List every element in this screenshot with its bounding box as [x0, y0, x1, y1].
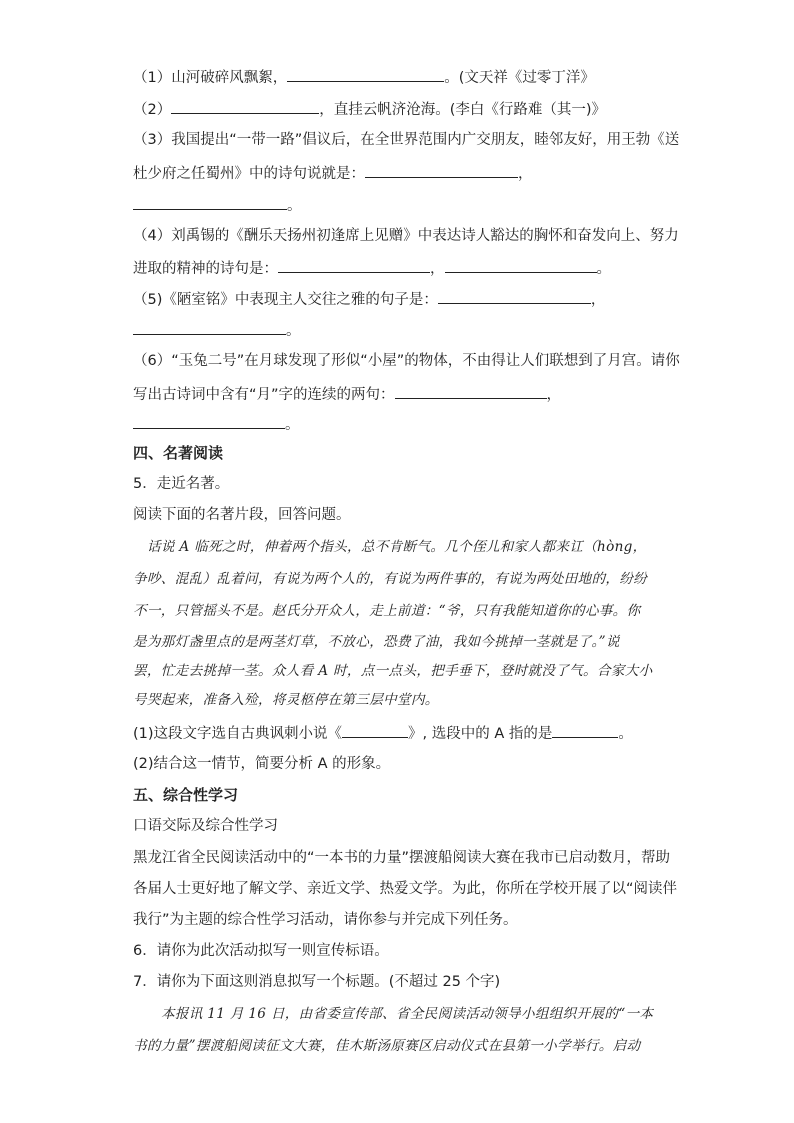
text: 。 — [286, 323, 301, 339]
answer-blank[interactable] — [395, 383, 547, 399]
text: 杜少府之任蜀州》中的诗句说就是： — [133, 166, 365, 182]
text: 。 — [596, 261, 611, 277]
question-7: 7．请你为下面这则消息拟写一个标题。(不超过 25 个字) — [133, 974, 501, 990]
excerpt-line-6: 号哭起来，准备入殓，将灵柩停在第三层中堂内。 — [133, 692, 439, 708]
q4-line-11 — [133, 383, 561, 405]
text: 。 — [285, 417, 300, 433]
answer-blank[interactable] — [171, 98, 319, 114]
excerpt-line-2: 争吵、混乱）乱着问，有说为两个人的，有说为两件事的，有说为两处田地的，纷纷 — [133, 571, 648, 587]
q4-line-8 — [133, 288, 605, 310]
question-6: 6．请你为此次活动拟写一则宣传标语。 — [133, 943, 389, 959]
q4-line-7 — [133, 257, 611, 279]
text: ， — [518, 166, 533, 182]
question-5: 5．走近名著。 — [133, 476, 230, 492]
paragraph-line-2: 各届人士更好地了解文学、亲近文学、热爱文学。为此，你所在学校开展了以“阅读伴 — [133, 881, 678, 897]
text: 》, 选段中的 A 指的是 — [408, 726, 553, 742]
text: （2） — [133, 102, 172, 118]
q4-line-12 — [133, 413, 300, 435]
answer-blank[interactable] — [438, 288, 591, 304]
text: （5)《陋室铭》中表现主人交往之雅的句子是： — [133, 292, 438, 308]
section-5-subtitle: 口语交际及综合性学习 — [133, 818, 278, 834]
excerpt-line-5: 罢，忙走去挑掉一茎。众人看 A 时，点一点头，把手垂下，登时就没了气。合家大小 — [133, 663, 653, 679]
sub-question-1 — [133, 722, 633, 744]
q4-line-10: （6）“玉兔二号”在月球发现了形似“小屋”的物体，不由得让人们联想到了月宫。请你 — [133, 353, 680, 369]
q4-line-1 — [133, 66, 595, 88]
text: ， — [546, 387, 562, 403]
q4-line-4 — [133, 162, 533, 184]
text: 写出古诗词中含有“月”字的连续的两句： — [133, 387, 395, 403]
answer-blank[interactable] — [445, 257, 597, 273]
answer-blank[interactable] — [133, 194, 287, 210]
section-5-heading: 五、综合性学习 — [133, 786, 239, 804]
text: 进取的精神的诗句是： — [133, 261, 278, 277]
answer-blank[interactable] — [133, 413, 285, 429]
reading-instruction: 阅读下面的名著片段，回答问题。 — [133, 507, 351, 523]
section-4-heading: 四、名著阅读 — [133, 444, 224, 462]
answer-blank[interactable] — [342, 722, 408, 738]
q4-line-5 — [133, 194, 302, 216]
q4-line-9 — [133, 319, 301, 341]
text: ，直挂云帆济沧海。(李白《行路难（其一)》 — [319, 102, 607, 118]
text: （1）山河破碎风飘絮， — [133, 70, 288, 86]
text: ， — [590, 292, 606, 308]
answer-blank[interactable] — [133, 319, 286, 335]
answer-blank[interactable] — [552, 722, 618, 738]
paragraph-line-1: 黑龙江省全民阅读活动中的“一本书的力量”摆渡船阅读大赛在我市已启动数月，帮助 — [133, 850, 671, 866]
text: ， — [430, 261, 445, 277]
text: 。 — [618, 726, 633, 742]
text: 。(文天祥《过零丁洋》 — [444, 70, 595, 86]
excerpt-line-1: 话说 A 临死之时，伸着两个指头，总不肯断气。几个侄儿和家人都来讧（hòng， — [147, 539, 647, 555]
text: (1)这段文字选自古典讽刺小说《 — [133, 726, 343, 742]
answer-blank[interactable] — [287, 66, 444, 82]
sub-question-2: (2)结合这一情节，简要分析 A 的形象。 — [133, 756, 391, 772]
q4-line-3: （3）我国提出“一带一路”倡议后，在全世界范围内广交朋友，睦邻友好，用王勃《送 — [133, 132, 680, 148]
news-line-1: 本报讯 11 月 16 日，由省委宣传部、省全民阅读活动领导小组组织开展的“一本 — [161, 1006, 654, 1022]
text: 。 — [287, 198, 302, 214]
excerpt-line-4: 是为那灯盏里点的是两茎灯草，不放心，恐费了油，我如今挑掉一茎就是了。”说 — [133, 634, 620, 650]
q4-line-2 — [133, 98, 606, 120]
answer-blank[interactable] — [278, 257, 430, 273]
news-line-2: 书的力量”摆渡船阅读征文大赛，佳木斯汤原赛区启动仪式在县第一小学举行。启动 — [133, 1038, 641, 1054]
answer-blank[interactable] — [365, 162, 518, 178]
paragraph-line-3: 我行”为主题的综合性学习活动，请你参与并完成下列任务。 — [133, 912, 518, 928]
excerpt-line-3: 不一，只管摇头不是。赵氏分开众人，走上前道：“爷，只有我能知道你的心事。你 — [133, 603, 641, 619]
q4-line-6: （4）刘禹锡的《酬乐天扬州初逢席上见赠》中表达诗人豁达的胸怀和奋发向上、努力 — [133, 228, 679, 244]
